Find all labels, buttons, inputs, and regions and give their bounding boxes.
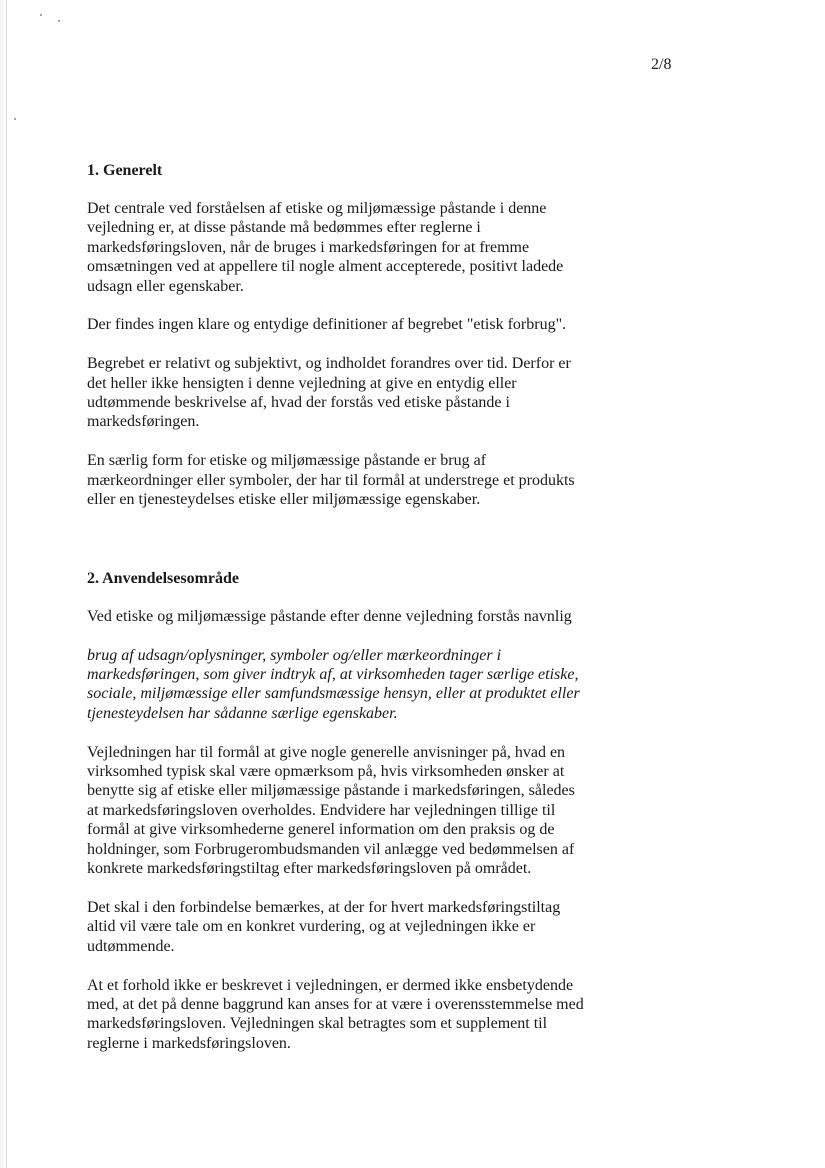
paragraph: En særlig form for etiske og miljømæssige påstande er brug af mærkeordninger eller symboler, der har til formål at understrege et produkts eller en tjenesteydelses etiske eller miljømæssige egenskaber.: [87, 452, 575, 509]
paragraph: Ved etiske og miljømæssige påstande efter denne vejledning forstås navnlig: [87, 607, 572, 625]
section-heading: 2. Anvendelsesområde: [87, 569, 239, 587]
scan-speck: [40, 14, 42, 16]
paragraph: Begrebet er relativt og subjektivt, og indholdet forandres over tid. Derfor er det heller ikke hensigten i denne vejledning at give en entydig eller udtømmende beskrivelse af, hvad der forstås ved etiske påstande i markedsføringen.: [87, 355, 571, 431]
section-generelt: [87, 161, 587, 509]
page-number: 2/8: [651, 56, 672, 73]
definition-quote: brug af udsagn/oplysninger, symboler og/eller mærkeordninger i markedsføringen, som giver indtryk af, at virksomheden tager særlige etiske, sociale, miljømæssige eller samfundsmæssige hensyn, eller at produktet eller tjenesteydelsen har sådanne særlige egenskaber.: [87, 646, 580, 722]
scan-speck: [58, 20, 60, 22]
paragraph: Det centrale ved forståelsen af etiske og miljømæssige påstande i denne vejledning er, at disse påstande må bedømmes efter reglerne i markedsføringsloven, når de bruges i markedsføringen for at fremme omsætningen ved at appellere til nogle alment accepterede, positivt ladede udsagn eller egenskaber.: [87, 200, 564, 295]
paragraph: Vejledningen har til formål at give nogle generelle anvisninger på, hvad en virksomhed typisk skal være opmærksom på, hvis virksomheden ønsker at benytte sig af etiske eller miljømæssige påstande i markedsføringen, således at markedsføringsloven overholdes. Endvidere har vejledningen tillige til formål at give virksomhederne generel information om den praksis og de holdninger, som Forbrugerombudsmanden vil anlægge ved bedømmelsen af konkrete markedsføringstiltag efter markedsføringsloven på området.: [87, 743, 575, 878]
paragraph: At et forhold ikke er beskrevet i vejledningen, er dermed ikke ensbetydende med, at det på denne baggrund kan anses for at være i overensstemmelse med markedsføringsloven. Vejledningen skal betragtes som et supplement til reglerne i markedsføringsloven.: [87, 976, 584, 1052]
scan-edge: [0, 0, 7, 1168]
paragraph: Der findes ingen klare og entydige definitioner af begrebet "etisk forbrug".: [87, 316, 567, 334]
scan-speck: [14, 118, 16, 120]
section-anvendelsesomraade: [87, 569, 587, 1053]
document-body: [87, 161, 587, 1073]
section-spacer: [87, 529, 587, 569]
paragraph: Det skal i den forbindelse bemærkes, at der for hvert markedsføringstiltag altid vil være tale om en konkret vurdering, og at vejledningen ikke er udtømmende.: [87, 898, 561, 955]
section-heading: 1. Generelt: [87, 162, 163, 179]
